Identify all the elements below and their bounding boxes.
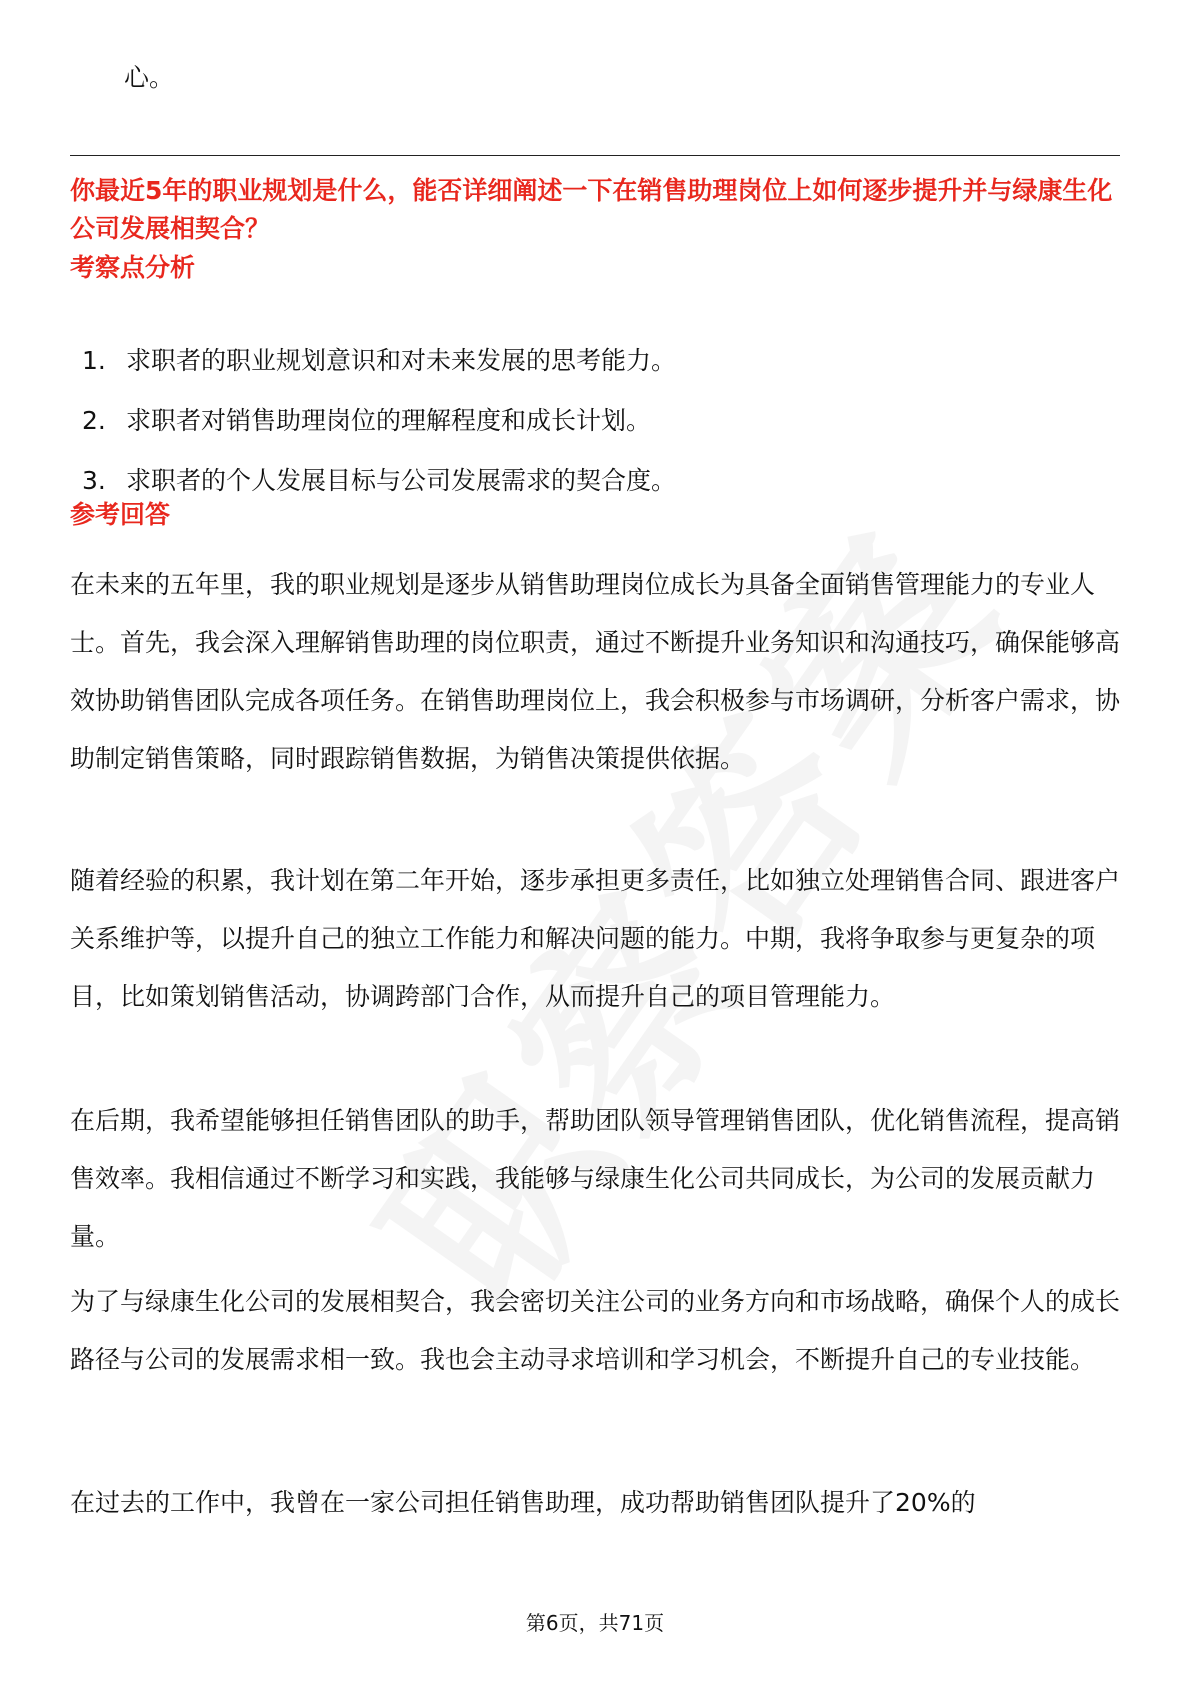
list-item <box>82 343 676 403</box>
question-heading: 你最近5年的职业规划是什么，能否详细阐述一下在销售助理岗位上如何逐步提升并与绿康生化公司发展相契合？ <box>70 176 1113 243</box>
list-item <box>82 403 676 463</box>
list-item-number: 1. <box>82 346 106 375</box>
analysis-list <box>82 343 676 523</box>
list-item-text: 求职者的职业规划意识和对未来发展的思考能力。 <box>126 346 677 375</box>
answer-paragraph: 在未来的五年里，我的职业规划是逐步从销售助理岗位成长为具备全面销售管理能力的专业人士。首先，我会深入理解销售助理的岗位职责，通过不断提升业务知识和沟通技巧，确保能够高效协助销售团队完成各项任务。在销售助理岗位上，我会积极参与市场调研，分析客户需求，协助制定销售策略，同时跟踪销售数据，为销售决策提供依据。 <box>70 570 1121 773</box>
list-item-number: 3. <box>82 466 106 495</box>
list-item <box>82 463 676 523</box>
section-divider <box>70 155 1120 156</box>
answer-paragraph: 在后期，我希望能够担任销售团队的助手，帮助团队领导管理销售团队，优化销售流程，提高销售效率。我相信通过不断学习和实践，我能够与绿康生化公司共同成长，为公司的发展贡献力量。 <box>70 1106 1121 1251</box>
list-item-text: 求职者对销售助理岗位的理解程度和成长计划。 <box>126 406 652 435</box>
analysis-heading: 考察点分析 <box>70 253 196 282</box>
page-number: 第6页，共71页 <box>525 1611 665 1635</box>
answer-paragraph: 随着经验的积累，我计划在第二年开始，逐步承担更多责任，比如独立处理销售合同、跟进客户关系维护等，以提升自己的独立工作能力和解决问题的能力。中期，我将争取参与更复杂的项目，比如策划销售活动，协调跨部门合作，从而提升自己的项目管理能力。 <box>70 866 1121 1011</box>
continuation-text: 心。 <box>124 63 175 92</box>
answer-paragraph: 为了与绿康生化公司的发展相契合，我会密切关注公司的业务方向和市场战略，确保个人的成长路径与公司的发展需求相一致。我也会主动寻求培训和学习机会，不断提升自己的专业技能。 <box>70 1287 1121 1374</box>
answer-heading: 参考回答 <box>70 500 171 529</box>
list-item-number: 2. <box>82 406 106 435</box>
answer-paragraph: 在过去的工作中，我曾在一家公司担任销售助理，成功帮助销售团队提升了20%的 <box>70 1488 976 1517</box>
list-item-text: 求职者的个人发展目标与公司发展需求的契合度。 <box>126 466 677 495</box>
